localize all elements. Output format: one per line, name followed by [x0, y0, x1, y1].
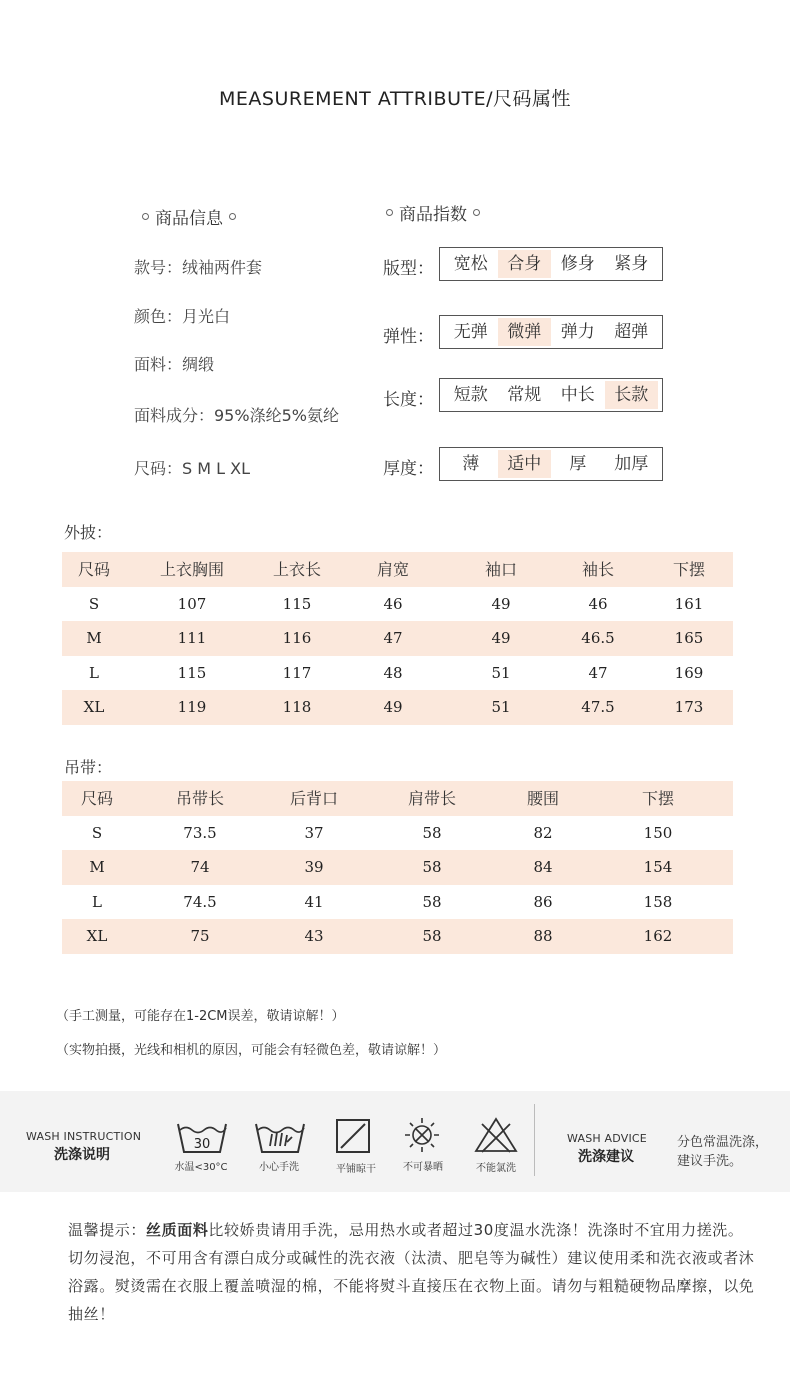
table-cell: 165	[674, 629, 704, 648]
table-cell: 115	[177, 663, 207, 682]
product-info-heading-text: 商品信息	[155, 209, 223, 229]
table-cell: 154	[643, 858, 673, 877]
table-cell: 107	[177, 594, 207, 613]
table-cell: 173	[674, 698, 704, 717]
table-row	[62, 850, 733, 885]
index-option: 修身	[560, 254, 595, 274]
note-color: （实物拍摄，光线和相机的原因，可能会有轻微色差，敬请谅解！）	[56, 1043, 447, 1058]
table-cell: 116	[282, 629, 312, 648]
table-cell: L	[92, 892, 102, 911]
hand-wash-caption: 小心手洗	[259, 1162, 299, 1173]
table-cell: 74.5	[183, 892, 217, 911]
table-cell: 48	[383, 663, 403, 682]
table-cell: S	[91, 823, 103, 842]
no-sun-caption: 不可暴晒	[403, 1162, 443, 1173]
table-row	[62, 656, 733, 691]
table-row	[62, 919, 733, 954]
table-cell: 74	[190, 858, 210, 877]
table-cell: 111	[177, 629, 207, 648]
table-cell: M	[86, 629, 102, 648]
product-index-heading-text: 商品指数	[399, 205, 467, 225]
table-header-cell: 袖长	[581, 560, 615, 579]
table-cell: 75	[190, 927, 210, 946]
index-label: 厚度：	[383, 459, 434, 479]
table-header-cell: 腰围	[526, 789, 560, 808]
table-row	[62, 587, 733, 622]
table-cell: L	[89, 663, 99, 682]
table-header-row	[62, 552, 733, 587]
table-cell: 41	[304, 892, 324, 911]
tip-label: 温馨提示：	[68, 1221, 147, 1239]
note-measurement: （手工测量，可能存在1-2CM误差，敬请谅解！）	[56, 1009, 345, 1024]
care-tip	[68, 1216, 758, 1328]
table-cell: 46.5	[581, 629, 615, 648]
index-option: 紧身	[614, 254, 649, 274]
table-cell: 46	[588, 594, 608, 613]
index-option: 中长	[560, 385, 595, 405]
wash-instruction-en: WASH INSTRUCTION	[26, 1130, 142, 1143]
table-cell: 39	[304, 858, 324, 877]
table-row	[62, 621, 733, 656]
index-option: 超弹	[614, 322, 649, 342]
table-cell: 115	[282, 594, 312, 613]
table-cell: 58	[422, 858, 442, 877]
index-option: 微弹	[498, 318, 552, 346]
no-bleach-caption: 不能氯洗	[476, 1163, 516, 1174]
index-option: 适中	[498, 450, 552, 478]
table-cell: 161	[674, 594, 704, 613]
index-label: 弹性：	[383, 327, 434, 347]
page-title: MEASUREMENT ATTRIBUTE/尺码属性	[219, 88, 571, 110]
index-option: 厚	[569, 454, 587, 474]
outer-table-label: 外披：	[64, 523, 113, 542]
wash-divider	[534, 1104, 535, 1176]
table-cell: 73.5	[183, 823, 217, 842]
table-cell: 51	[491, 663, 511, 682]
table-cell: XL	[86, 927, 108, 946]
table-cell: 82	[533, 823, 553, 842]
table-cell: S	[88, 594, 100, 613]
index-option: 薄	[462, 454, 480, 474]
table-cell: 58	[422, 823, 442, 842]
index-option-box	[439, 247, 663, 281]
dry-flat-caption: 平铺晾干	[336, 1164, 376, 1175]
info-composition: 面料成分：95%涤纶5%氨纶	[134, 406, 339, 425]
wash-advice-text-1: 分色常温洗涤，	[677, 1135, 769, 1150]
table-cell: 58	[422, 892, 442, 911]
index-option-box	[439, 447, 663, 481]
info-style-no: 款号：绒袖两件套	[134, 258, 263, 277]
table-header-cell: 上衣胸围	[159, 560, 225, 579]
index-option: 短款	[453, 385, 488, 405]
table-header-cell: 肩带长	[407, 789, 457, 808]
table-cell: 88	[533, 927, 553, 946]
table-cell: 58	[422, 927, 442, 946]
wash-30-caption: 水温<30°C	[174, 1162, 228, 1173]
index-option: 弹力	[560, 322, 595, 342]
table-cell: 47	[383, 629, 403, 648]
info-sizes: 尺码：S M L XL	[134, 459, 251, 478]
wash-advice-cn: 洗涤建议	[578, 1149, 634, 1165]
table-header-cell: 下摆	[672, 560, 706, 579]
table-cell: 49	[491, 629, 511, 648]
table-header-cell: 下摆	[641, 789, 675, 808]
table-cell: 86	[533, 892, 553, 911]
table-row	[62, 885, 733, 920]
index-option: 长款	[605, 381, 659, 409]
no-bleach-icon	[470, 1116, 522, 1154]
index-option: 加厚	[614, 454, 649, 474]
index-option: 宽松	[453, 254, 488, 274]
dry-flat-icon	[327, 1118, 379, 1156]
table-header-cell: 肩宽	[376, 560, 410, 579]
wash-instruction-cn: 洗涤说明	[54, 1147, 110, 1163]
table-cell: 117	[282, 663, 312, 682]
table-cell: 37	[304, 823, 324, 842]
table-cell: 162	[643, 927, 673, 946]
table-cell: 150	[643, 823, 673, 842]
info-color: 颜色：月光白	[134, 307, 231, 326]
bullet-icon	[473, 209, 480, 216]
bullet-icon	[142, 213, 149, 220]
table-row	[62, 690, 733, 725]
index-option: 合身	[498, 250, 552, 278]
table-header-cell: 上衣长	[272, 560, 322, 579]
info-fabric: 面料：绸缎	[134, 355, 215, 374]
table-cell: 43	[304, 927, 324, 946]
product-index-heading	[386, 200, 480, 225]
table-header-cell: 吊带长	[175, 789, 225, 808]
wash-advice-en: WASH ADVICE	[567, 1132, 647, 1145]
table-cell: XL	[83, 698, 105, 717]
wash-30-icon	[176, 1118, 228, 1156]
table-header-cell: 尺码	[80, 789, 114, 808]
no-sun-icon	[396, 1116, 448, 1154]
table-cell: 119	[177, 698, 207, 717]
product-info-heading	[142, 204, 236, 229]
table-cell: 49	[491, 594, 511, 613]
table-cell: 51	[491, 698, 511, 717]
table-header-cell: 后背口	[289, 789, 339, 808]
table-header-cell: 尺码	[77, 560, 111, 579]
wash-advice-text-2: 建议手洗。	[677, 1154, 743, 1169]
table-cell: 47.5	[581, 698, 615, 717]
table-cell: 169	[674, 663, 704, 682]
index-option: 常规	[507, 385, 542, 405]
table-row	[62, 816, 733, 851]
index-option-box	[439, 378, 663, 412]
table-cell: 118	[282, 698, 312, 717]
table-cell: 47	[588, 663, 608, 682]
table-cell: 46	[383, 594, 403, 613]
table-header-row	[62, 781, 733, 816]
strap-table-label: 吊带：	[64, 758, 113, 777]
bullet-icon	[386, 209, 393, 216]
table-header-cell: 袖口	[484, 560, 518, 579]
table-cell: 84	[533, 858, 553, 877]
index-option: 无弹	[453, 322, 488, 342]
tip-emphasis: 丝质面料	[146, 1221, 209, 1239]
index-label: 版型：	[383, 259, 434, 279]
index-option-box	[439, 315, 663, 349]
index-label: 长度：	[383, 390, 434, 410]
table-cell: 49	[383, 698, 403, 717]
hand-wash-icon	[254, 1118, 306, 1156]
tip-body: 比较娇贵请用手洗，忌用热水或者超过30度温水洗涤！洗涤时不宜用力搓洗。切勿浸泡，不可用含有漂白成分或碱性的洗衣液（汰渍、肥皂等为碱性）建议使用柔和洗衣液或者沐浴露。熨烫需在衣服上覆盖喷湿的棉，不能将熨斗直接压在衣物上面。请勿与粗糙硬物品摩擦，以免抽丝！	[68, 1221, 755, 1323]
bullet-icon	[229, 213, 236, 220]
svg-text:30: 30	[193, 1137, 211, 1152]
table-cell: M	[89, 858, 105, 877]
table-cell: 158	[643, 892, 673, 911]
